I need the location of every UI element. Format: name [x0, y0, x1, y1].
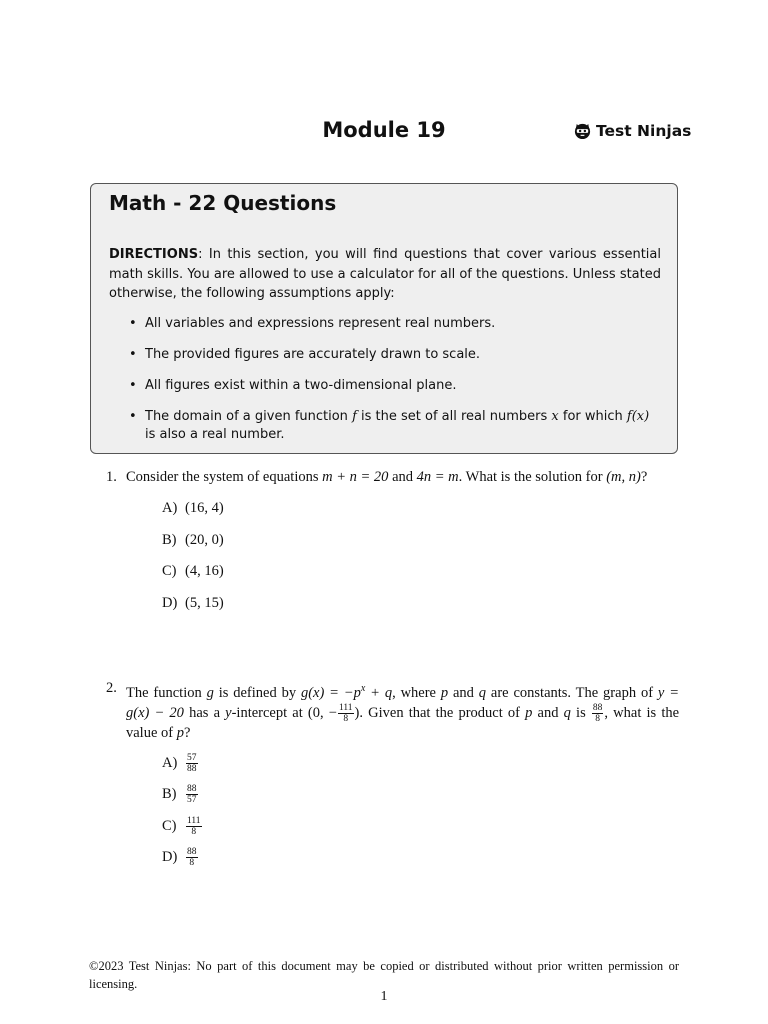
question-stem: Consider the system of equations m + n = 20 and 4n = m. What is the solution for (m, n)?: [126, 469, 648, 485]
product-fraction: $\frac{88}{8}$: [592, 702, 603, 724]
copyright-notice: ©2023 Test Ninjas: No part of this document may be copied or distributed without prior written permission or licensing.: [89, 959, 679, 991]
answer-options: [162, 753, 679, 879]
option-c[interactable]: C) (4, 16): [162, 563, 224, 579]
answer-options: [162, 499, 679, 625]
directions-text: : In this section, you will find questions that cover various essential math skills. You are allowed to use a calculator for all of the questions. Unless stated otherwise, the following assumptions apply:: [109, 247, 661, 301]
page-title: Module 19: [322, 118, 446, 142]
assumption-item: • All variables and expressions represent real numbers.: [129, 315, 661, 333]
option-d[interactable]: D) $\frac{88}{8}$: [162, 847, 197, 869]
directions-label: DIRECTIONS: [109, 247, 199, 262]
page-number: 1: [380, 989, 388, 1004]
assumption-item: • The provided figures are accurately drawn to scale.: [129, 346, 661, 364]
intercept-fraction: $\frac{111}{8}$: [338, 702, 353, 724]
brand-logo: [573, 121, 691, 140]
question-stem: The function g is defined by $g(x) = -p^x + q$, where p and q are constants. The graph of y = g(x) − 20 has a y-intercept at (0, − $\frac{111}{8}$ ). Given that the product of p and q is $\frac{88}{8}$ , what is the value of p?: [126, 683, 680, 741]
option-b[interactable]: B) $\frac{88}{57}$: [162, 784, 197, 806]
brand-name: Test Ninjas: [596, 121, 692, 140]
question-number: 2.: [106, 680, 117, 696]
assumption-item: • All figures exist within a two-dimensional plane.: [129, 377, 661, 395]
question-number: 1.: [106, 469, 117, 485]
option-a[interactable]: A) $\frac{57}{88}$: [162, 752, 197, 774]
question-1: [106, 468, 679, 625]
option-b[interactable]: B) (20, 0): [162, 531, 224, 548]
assumptions-list: [129, 315, 661, 457]
directions-paragraph: [109, 245, 661, 304]
assumption-item-domain: • The domain of a given function f is the set of all real numbers x for which f(x) is also a real number.: [129, 408, 661, 444]
question-2: [106, 679, 679, 879]
option-d[interactable]: D) (5, 15): [162, 594, 224, 611]
directions-box: [90, 183, 678, 454]
ninja-icon: [573, 121, 592, 140]
section-heading: Math - 22 Questions: [109, 191, 337, 215]
option-c[interactable]: C) $\frac{111}{8}$: [162, 815, 201, 837]
option-a[interactable]: A) (16, 4): [162, 500, 224, 516]
